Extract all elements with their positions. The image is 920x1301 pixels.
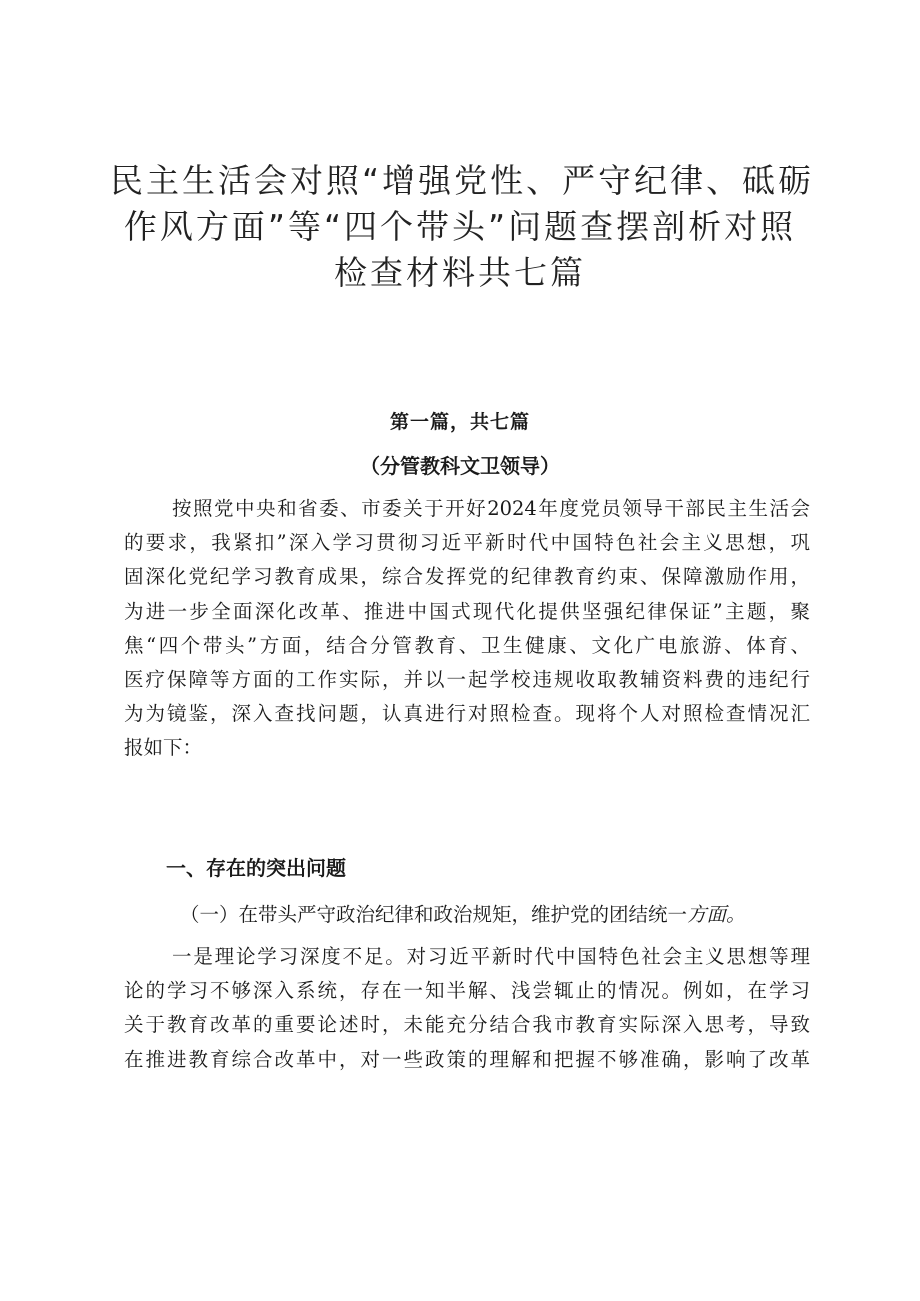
paragraph-line: 按照党中央和省委、市委关于开好2024年度党员领导干部民主生活会 (172, 497, 810, 520)
paragraph-line: 在推进教育综合改革中，对一些政策的理解和把握不够准确，影响了改革 (124, 1047, 810, 1071)
paragraph-line: 为为镜鉴，深入查找问题，认真进行对照检查。现将个人对照检查情况汇 (124, 702, 810, 726)
document-title (110, 158, 815, 296)
intro-paragraph (124, 492, 810, 766)
paragraph-line: 医疗保障等方面的工作实际，并以一起学校违规收取教辅资料费的违纪行 (124, 668, 810, 692)
point-paragraph (124, 940, 810, 1077)
role-subtitle: （分管教科文卫领导） (360, 454, 560, 478)
paragraph-line: 关于教育改革的重要论述时，未能充分结合我市教育实际深入思考，导致 (124, 1013, 810, 1037)
paragraph-line: 论的学习不够深入系统，存在一知半解、浅尝辄止的情况。例如，在学习 (124, 979, 810, 1003)
section-heading: 一、存在的突出问题 (166, 856, 346, 880)
title-line: 作风方面”等“四个带头”问题查摆剖析对照 (123, 207, 797, 246)
paragraph-line: 为进一步全面深化改革、推进中国式现代化提供坚强纪律保证”主题，聚 (124, 599, 810, 623)
part-title: 第一篇，共七篇 (389, 411, 530, 433)
title-line: 民主生活会对照“增强党性、严守纪律、砥砺 (110, 161, 815, 200)
paragraph-line: 的要求，我紧扣”深入学习贯彻习近平新时代中国特色社会主义思想，巩 (124, 531, 810, 555)
subsection-emphasis: 方面。 (687, 903, 746, 926)
title-line: 检查材料共七篇 (334, 253, 586, 292)
paragraph-line: 一是理论学习深度不足。对习近平新时代中国特色社会主义思想等理 (172, 945, 810, 968)
paragraph-line: 焦“四个带头”方面，结合分管教育、卫生健康、文化广电旅游、体育、 (124, 633, 810, 657)
subsection-text: （一）在带头严守政治纪律和政治规矩，维护党的团结统一 (180, 903, 688, 926)
subsection-heading (180, 898, 746, 932)
paragraph-line: 报如下： (124, 736, 203, 760)
paragraph-line: 固深化党纪学习教育成果，综合发挥党的纪律教育约束、保障激励作用， (124, 565, 810, 589)
